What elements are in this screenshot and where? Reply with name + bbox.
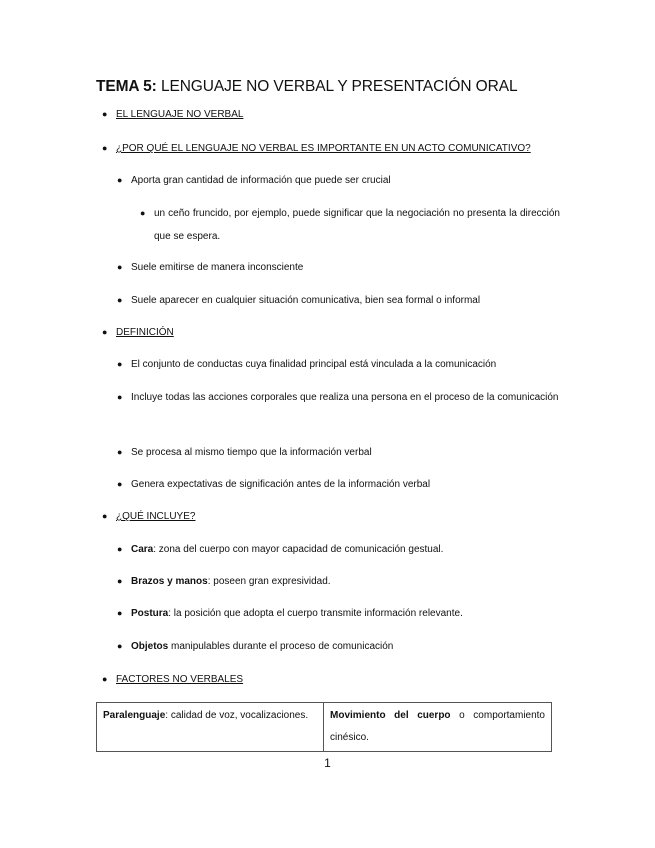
list-item: ● un ceño fruncido, por ejemplo, puede significar que la negociación no presenta la dirección que se espera.: [154, 202, 560, 248]
list-item: ● Aporta gran cantidad de información que puede ser crucial: [131, 169, 391, 192]
list-item: ● Objetos manipulables durante el proceso de comunicación: [131, 635, 393, 658]
section-heading: [102, 505, 196, 528]
list-item: ● Genera expectativas de significación antes de la información verbal: [131, 473, 430, 496]
list-item: ● Incluye todas las acciones corporales que realiza una persona en el proceso de la comunicación: [131, 386, 560, 409]
list-item: ● El conjunto de conductas cuya finalidad principal está vinculada a la comunicación: [131, 353, 496, 376]
section-heading: [102, 103, 244, 126]
bullet-icon: ●: [117, 608, 123, 618]
bullet-icon: ●: [102, 109, 108, 119]
bullet-icon: ●: [102, 674, 108, 684]
factors-table: [96, 702, 552, 752]
section-3-label: DEFINICIÓN: [116, 327, 174, 338]
bullet-icon: ●: [117, 175, 123, 185]
section-1-label: EL LENGUAJE NO VERBAL: [116, 109, 244, 120]
section-heading: [102, 321, 174, 344]
section-5-label: FACTORES NO VERBALES: [116, 674, 244, 685]
bullet-icon: ●: [117, 295, 123, 305]
title-text: LENGUAJE NO VERBAL Y PRESENTACIÓN ORAL: [156, 78, 518, 95]
page-title: [96, 78, 517, 96]
bullet-icon: ●: [117, 544, 123, 554]
page-number: 1: [324, 756, 331, 770]
section-2-label: ¿POR QUÉ EL LENGUAJE NO VERBAL ES IMPORTANTE EN UN ACTO COMUNICATIVO?: [116, 143, 531, 154]
title-bold: TEMA 5:: [96, 78, 157, 95]
bullet-icon: ●: [117, 392, 123, 402]
bullet-icon: ●: [117, 479, 123, 489]
bullet-icon: ●: [117, 262, 123, 272]
section-heading: [102, 137, 531, 160]
section-heading: [102, 668, 244, 691]
table-cell: Movimiento del cuerpo o comportamiento cinésico.: [324, 703, 552, 752]
bullet-icon: ●: [117, 641, 123, 651]
bullet-icon: ●: [140, 208, 146, 218]
bullet-icon: ●: [102, 143, 108, 153]
bullet-icon: ●: [117, 447, 123, 457]
table-cell: Paralenguaje: calidad de voz, vocalizaciones.: [97, 703, 324, 752]
section-4-label: ¿QUÉ INCLUYE?: [116, 511, 196, 522]
table-row: [97, 703, 552, 752]
list-item: ● Suele emitirse de manera inconsciente: [131, 256, 303, 279]
list-item: ● Suele aparecer en cualquier situación comunicativa, bien sea formal o informal: [131, 289, 480, 312]
bullet-icon: ●: [117, 576, 123, 586]
list-item: ● Postura: la posición que adopta el cuerpo transmite información relevante.: [131, 602, 463, 625]
list-item: ● Se procesa al mismo tiempo que la información verbal: [131, 441, 372, 464]
list-item: ● Brazos y manos: poseen gran expresividad.: [131, 570, 331, 593]
bullet-icon: ●: [102, 327, 108, 337]
list-item: ● Cara: zona del cuerpo con mayor capacidad de comunicación gestual.: [131, 538, 443, 561]
bullet-icon: ●: [102, 511, 108, 521]
bullet-icon: ●: [117, 359, 123, 369]
